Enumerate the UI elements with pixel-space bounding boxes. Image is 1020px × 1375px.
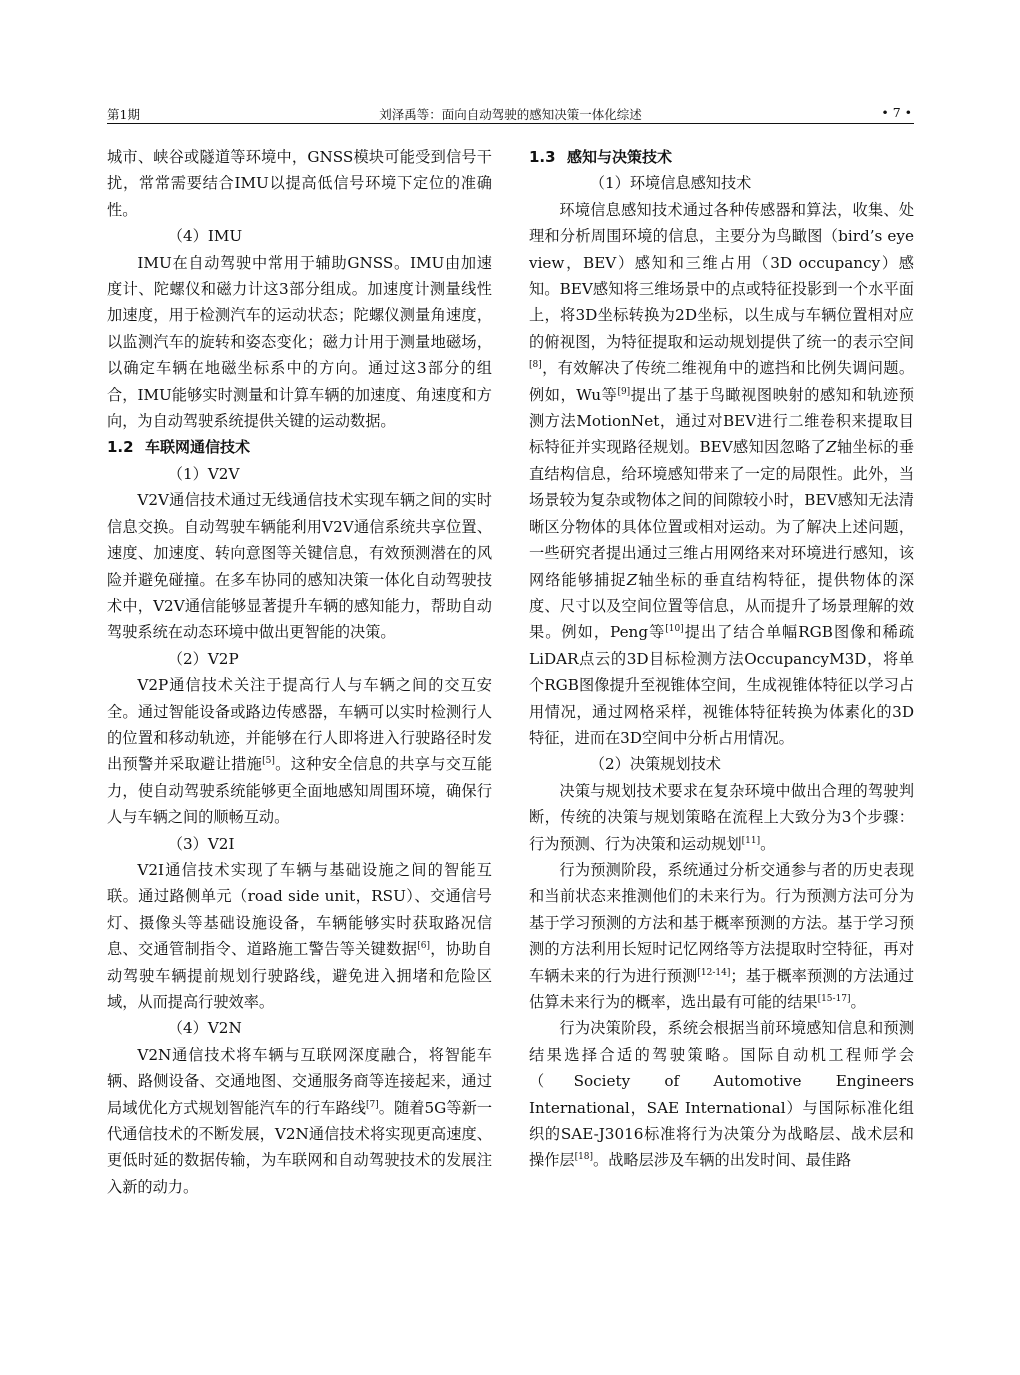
section-title: 车联网通信技术 xyxy=(145,438,251,457)
text-run: 提出了基于鸟瞰视图映射的感知和轨迹预测方法MotionNet，通过对BEV进行二维卷积来提取目标特征并实现路径规划。BEV感知因忽略了 xyxy=(529,385,915,457)
paragraph-v2p xyxy=(107,672,492,830)
citation: [7] xyxy=(366,1099,379,1110)
text-run: 行为预测阶段，系统通过分析交通参与者的历史表现和当前状态来推测他们的未来行为。行为预测方法可分为基于学习预测的方法和基于概率预测的方法。基于学习预测的方法利用长短时记忆网络等方法提取时空特征，再对车辆未来的行为进行预测 xyxy=(529,860,914,985)
text-run: 。随着5G等新一代通信技术的不断发展，V2N通信技术将实现更高速度、更低时延的数据传输，为车联网和自动驾驶技术的发展注入新的动力。 xyxy=(107,1098,493,1196)
running-title: 刘泽禹等：面向自动驾驶的感知决策一体化综述 xyxy=(379,107,642,122)
paragraph-gnss-continued: 城市、峡谷或隧道等环境中，GNSS模块可能受到信号干扰，常常需要结合IMU以提高低信号环境下定位的准确性。 xyxy=(107,148,492,219)
text-run: V2P通信技术关注于提高行人与车辆之间的交互安全。通过智能设备或路边传感器，车辆可以实时检测行人的位置和移动轨迹，并能够在行人即将进入行驶路径时发出预警并采取避让措施 xyxy=(107,676,492,774)
text-run: 。 xyxy=(850,993,866,1011)
citation: [8] xyxy=(529,360,542,371)
section-heading-1-3 xyxy=(529,144,914,170)
running-header xyxy=(107,103,914,124)
page-number: • 7 • xyxy=(881,105,912,120)
subheading-v2i: （3）V2I xyxy=(167,834,235,853)
citation: [15-17] xyxy=(817,993,851,1004)
citation: [11] xyxy=(741,835,761,846)
paragraph-behavior-prediction xyxy=(529,857,914,1015)
issue-label: 第1期 xyxy=(107,107,140,122)
paragraph-environment-perception xyxy=(529,197,914,752)
section-number: 1.3 xyxy=(529,148,556,166)
left-column xyxy=(107,144,492,1200)
section-heading-1-2 xyxy=(107,434,492,460)
text-run: 行为决策阶段，系统会根据当前环境感知信息和预测结果选择合适的驾驶策略。国际自动机工程师学会（Society of Automotive Engineers International，SAE International）与国际标准化组织的SAE-J3016标准将行为决策分为战略层、战术层和操作层 xyxy=(529,1019,914,1170)
citation: [6] xyxy=(417,941,430,952)
text-run: ，协助自动驾驶车辆提前规划行驶路线，避免进入拥堵和危险区域，从而提高行驶效率。 xyxy=(107,940,493,1011)
text-run: 决策与规划技术要求在复杂环境中做出合理的驾驶判断，传统的决策与规划策略在流程上大致分为3个步骤：行为预测、行为决策和运动规划 xyxy=(529,781,914,853)
paragraph-v2n xyxy=(107,1042,492,1200)
section-title: 感知与决策技术 xyxy=(567,148,673,166)
text-run: ，有效解决了传统二维视角中的遮挡和比例失调问题。例如，Wu等 xyxy=(529,359,914,404)
z-axis-symbol: Z xyxy=(626,570,638,589)
text-run: 轴坐标的垂直结构信息，给环境感知带来了一定的局限性。此外，当场景较为复杂或物体之间的间隙较小时，BEV感知无法清晰区分物体的具体位置或相对运动。为了解决上述问题，一些研究者提出通过三维占用网络来对环境进行感知，该网络能够捕捉 xyxy=(529,438,915,589)
right-column xyxy=(529,144,914,1174)
citation: [10] xyxy=(665,624,684,635)
subheading-imu: （4）IMU xyxy=(167,227,243,246)
subheading-environment-perception: （1）环境信息感知技术 xyxy=(589,174,752,193)
text-run: 环境信息感知技术通过各种传感器和算法，收集、处理和分析周围环境的信息，主要分为鸟瞰图（bird’s eye view，BEV）感知和三维占用（3D occupancy）感知。BEV感知将三维场景中的点或特征投影到一个水平面上，将3D坐标转换为2D坐标，以生成与车辆位置相对应的俯视图，为特征提取和运动规划提供了统一的表示空间 xyxy=(529,200,914,351)
paragraph-v2i xyxy=(107,857,492,1015)
paragraph-behavior-decision xyxy=(529,1015,914,1173)
text-run: 。这种安全信息的共享与交互能力，使自动驾驶系统能够更全面地感知周围环境，确保行人与车辆之间的顺畅互动。 xyxy=(107,755,493,827)
text-run: 提出了结合单幅RGB图像和稀疏LiDAR点云的3D目标检测方法OccupancyM3D，将单个RGB图像提升至视锥体空间，生成视锥体特征以学习占用情况，通过网格采样，视锥体特征转换为体素化的3D特征，进而在3D空间中分析占用情况。 xyxy=(529,623,915,747)
citation: [9] xyxy=(617,386,631,397)
subheading-v2p: （2）V2P xyxy=(167,649,239,668)
subheading-v2n: （4）V2N xyxy=(167,1019,242,1038)
z-axis-symbol: Z xyxy=(825,438,837,457)
section-number: 1.2 xyxy=(107,438,134,457)
citation: [18] xyxy=(574,1152,594,1163)
paragraph-decision-overview xyxy=(529,778,914,857)
text-run: 轴坐标的垂直结构特征，提供物体的深度、尺寸以及空间位置等信息，从而提升了场景理解的效果。例如，Peng等 xyxy=(529,570,915,642)
paragraph-v2v: V2V通信技术通过无线通信技术实现车辆之间的实时信息交换。自动驾驶车辆能利用V2V通信系统共享位置、速度、加速度、转向意图等关键信息，有效预测潜在的风险并避免碰撞。在多车协同的感知决策一体化自动驾驶技术中，V2V通信能够显著提升车辆的感知能力，帮助自动驾驶系统在动态环境中做出更智能的决策。 xyxy=(107,491,492,642)
text-run: V2N通信技术将车辆与互联网深度融合，将智能车辆、路侧设备、交通地图、交通服务商等连接起来，通过局域优化方式规划智能汽车的行车路线 xyxy=(107,1045,492,1117)
text-run: V2I通信技术实现了车辆与基础设施之间的智能互联。通过路侧单元（road side unit，RSU）、交通信号灯、摄像头等基础设施设备，车辆能够实时获取路况信息、交通管制指令、道路施工警告等关键数据 xyxy=(107,860,492,959)
text-run: 。 xyxy=(760,834,776,853)
citation: [5] xyxy=(262,756,275,767)
subheading-decision-planning: （2）决策规划技术 xyxy=(589,755,721,774)
subheading-v2v: （1）V2V xyxy=(167,464,240,483)
text-run: 。战略层涉及车辆的出发时间、最佳路 xyxy=(593,1151,852,1170)
text-run: ；基于概率预测的方法通过估算未来行为的概率，选出最有可能的结果 xyxy=(529,966,915,1011)
paragraph-imu: IMU在自动驾驶中常用于辅助GNSS。IMU由加速度计、陀螺仪和磁力计这3部分组成。加速度计测量线性加速度，用于检测汽车的运动状态；陀螺仪测量角速度，以监测汽车的旋转和姿态变化；磁力计用于测量地磁场，以确定车辆在地磁坐标系中的方向。通过这3部分的组合，IMU能够实时测量和计算车辆的加速度、角速度和方向，为自动驾驶系统提供关键的运动数据。 xyxy=(107,253,492,431)
citation: [12-14] xyxy=(697,967,731,978)
